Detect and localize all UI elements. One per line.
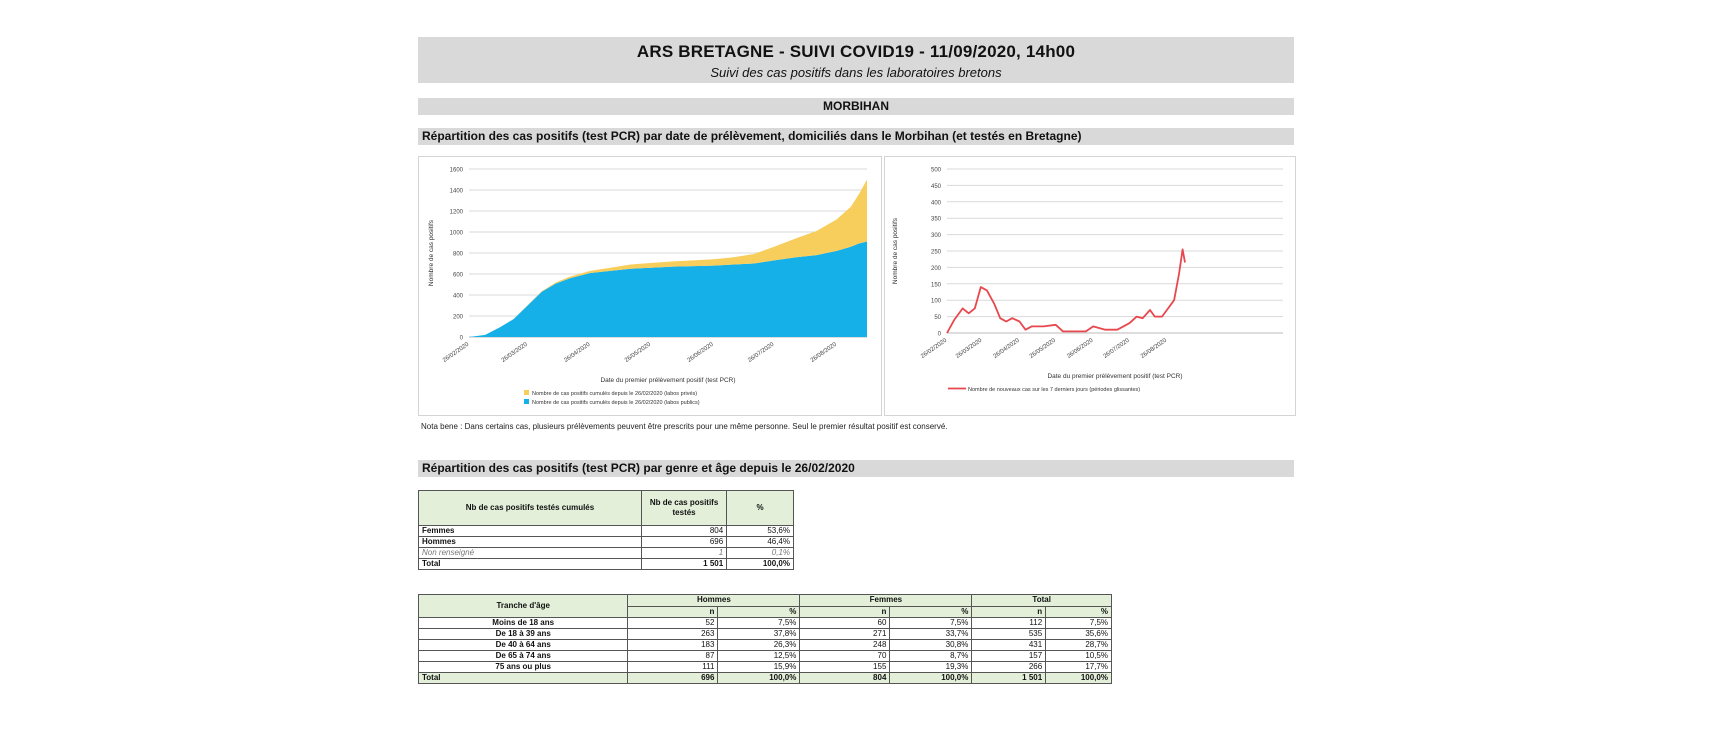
table-row [419,548,794,559]
legend-swatch [524,399,529,404]
y-tick-label: 250 [930,249,941,256]
total-pct: 100,0% [727,559,794,570]
x-tick-label: 26/08/2020 [1139,337,1169,360]
total-n: 535 [972,629,1046,640]
gender-table-header [419,491,794,526]
men-n: 183 [628,640,718,651]
row-label: Femmes [419,526,642,537]
y-tick-label: 300 [930,233,941,240]
total-n: 266 [972,662,1046,673]
weekly-line-chart [885,157,1295,415]
y-tick-label: 1600 [449,167,463,174]
cumulative-chart-panel [418,156,882,416]
row-pct: 0,1% [727,548,794,559]
total-n: 112 [972,618,1046,629]
legend-label: Nombre de nouveaux cas sur les 7 derniers jours (périodes glissantes) [968,387,1141,393]
age-header-men: Hommes [628,595,800,607]
total-pct: 100,0% [1046,673,1112,684]
x-tick-label: 26/03/2020 [955,337,984,360]
y-tick-label: 450 [930,183,941,190]
y-axis-title: Nombre de cas positifs [428,219,435,287]
table-row [419,537,794,548]
row-n: 804 [641,526,726,537]
total-n: 1 501 [972,673,1046,684]
department-name: MORBIHAN [823,99,889,113]
women-n: 271 [800,629,890,640]
table-row [419,618,1112,629]
report-subtitle: Suivi des cas positifs dans les laboratoires bretons [710,65,1002,80]
y-tick-label: 150 [930,282,941,289]
total-n: 431 [972,640,1046,651]
age-header-group: Tranche d'âge [419,595,628,618]
y-tick-label: 400 [930,200,941,207]
women-n: 60 [800,618,890,629]
men-n: 52 [628,618,718,629]
y-tick-label: 400 [452,293,463,300]
legend-swatch [524,390,529,395]
section2-title: Répartition des cas positifs (test PCR) par genre et âge depuis le 26/02/2020 [422,461,855,475]
age-label: Moins de 18 ans [419,618,628,629]
women-n: 155 [800,662,890,673]
x-tick-label: 26/05/2020 [1028,337,1057,360]
y-tick-label: 0 [937,331,941,338]
x-axis-title: Date du premier prélèvement positif (test PCR) [600,377,736,384]
department-bar [418,98,1294,115]
y-tick-label: 1000 [449,230,463,237]
gender-table [418,490,794,570]
age-table-header [419,595,1112,607]
y-tick-label: 350 [930,216,941,223]
women-pct: 19,3% [890,662,972,673]
total-n: 157 [972,651,1046,662]
age-table [418,594,1112,684]
women-pct: 30,8% [890,640,972,651]
x-tick-label: 26/05/2020 [623,341,652,364]
row-label: Non renseigné [419,548,642,559]
age-label: De 18 à 39 ans [419,629,628,640]
men-pct: 7,5% [718,618,800,629]
women-pct: 8,7% [890,651,972,662]
legend-label: Nombre de cas positifs cumulés depuis le 26/02/2020 (labos publics) [532,400,700,406]
subheader-pct: % [1046,606,1112,618]
table-row [419,526,794,537]
subheader-n: n [628,606,718,618]
men-pct: 15,9% [718,662,800,673]
section1-title-bar [418,128,1294,145]
row-pct: 53,6% [727,526,794,537]
x-tick-label: 26/02/2020 [442,341,471,364]
women-pct: 33,7% [890,629,972,640]
x-tick-label: 26/03/2020 [500,341,529,364]
y-tick-label: 600 [452,272,463,279]
men-n: 111 [628,662,718,673]
women-n: 70 [800,651,890,662]
y-tick-label: 200 [452,314,463,321]
subheader-pct: % [718,606,800,618]
x-tick-label: 26/04/2020 [992,337,1021,360]
x-tick-label: 26/06/2020 [1066,337,1095,360]
total-pct: 28,7% [1046,640,1112,651]
section1-title: Répartition des cas positifs (test PCR) par date de prélèvement, domiciliés dans le Morbihan (et testés en Bretagne) [422,129,1082,143]
gender-header-pct: % [727,491,794,526]
report-title: ARS BRETAGNE - SUIVI COVID19 - 11/09/2020, 14h00 [636,42,1076,61]
total-pct: 35,6% [1046,629,1112,640]
total-n: 1 501 [641,559,726,570]
subheader-n: n [972,606,1046,618]
x-tick-label: 26/07/2020 [1102,337,1131,360]
x-tick-label: 26/08/2020 [809,341,838,364]
x-tick-label: 26/02/2020 [920,337,949,360]
table-row [419,629,1112,640]
total-pct: 17,7% [1046,662,1112,673]
subheader-n: n [800,606,890,618]
age-label: 75 ans ou plus [419,662,628,673]
row-n: 1 [641,548,726,559]
x-axis-title: Date du premier prélèvement positif (test PCR) [1047,373,1183,380]
row-n: 696 [641,537,726,548]
legend-label: Nombre de cas positifs cumulés depuis le 26/02/2020 (labos privés) [532,391,698,397]
women-pct: 100,0% [890,673,972,684]
y-tick-label: 1400 [449,188,463,195]
table-row [419,662,1112,673]
table-row [419,640,1112,651]
row-pct: 46,4% [727,537,794,548]
x-tick-label: 26/07/2020 [747,341,776,364]
y-tick-label: 0 [459,335,463,342]
table-total-row [419,559,794,570]
report-header [418,37,1294,83]
gender-header-label: Nb de cas positifs testés cumulés [419,491,642,526]
table-row [419,651,1112,662]
y-tick-label: 100 [930,298,941,305]
men-pct: 100,0% [718,673,800,684]
total-label: Total [419,673,628,684]
gender-header-n: Nb de cas positifs testés [641,491,726,526]
women-pct: 7,5% [890,618,972,629]
nota-bene: Nota bene : Dans certains cas, plusieurs prélèvements peuvent être prescrits pour une même personne. Seul le premier résultat positif est conservé. [421,422,948,431]
y-tick-label: 50 [934,315,941,322]
y-axis-title: Nombre de cas positifs [892,217,899,285]
x-tick-label: 26/04/2020 [563,341,592,364]
y-tick-label: 800 [452,251,463,258]
men-pct: 26,3% [718,640,800,651]
age-header-women: Femmes [800,595,972,607]
total-label: Total [419,559,642,570]
section2-title-bar [418,460,1294,477]
table-total-row [419,673,1112,684]
y-tick-label: 500 [930,167,941,174]
women-n: 248 [800,640,890,651]
age-label: De 65 à 74 ans [419,651,628,662]
men-pct: 37,8% [718,629,800,640]
total-pct: 10,5% [1046,651,1112,662]
weekly-chart-panel [884,156,1296,416]
men-n: 696 [628,673,718,684]
cumulative-area-chart [419,157,881,415]
y-tick-label: 1200 [449,209,463,216]
age-header-total: Total [972,595,1112,607]
subheader-pct: % [890,606,972,618]
row-label: Hommes [419,537,642,548]
men-n: 87 [628,651,718,662]
age-label: De 40 à 64 ans [419,640,628,651]
y-tick-label: 200 [930,265,941,272]
men-pct: 12,5% [718,651,800,662]
women-n: 804 [800,673,890,684]
total-pct: 7,5% [1046,618,1112,629]
line-series-0 [947,249,1185,333]
x-tick-label: 26/06/2020 [686,341,715,364]
men-n: 263 [628,629,718,640]
